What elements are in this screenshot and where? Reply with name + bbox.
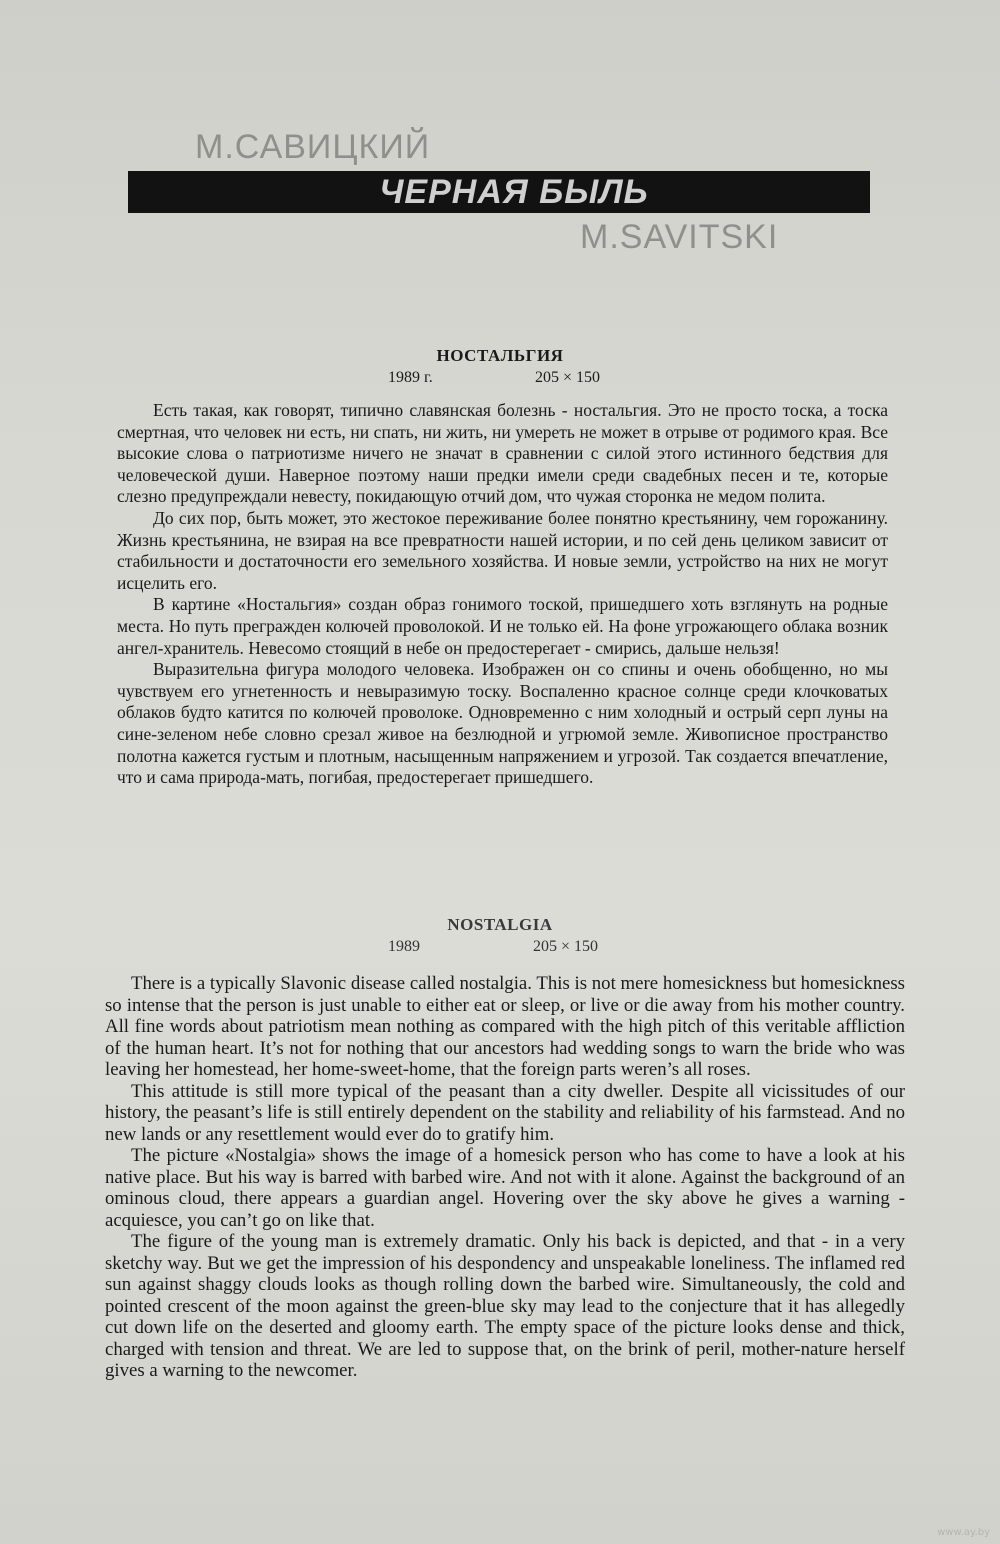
english-artwork-size: 205 × 150 xyxy=(533,938,599,955)
english-paragraph: There is a typically Slavonic disease called nostalgia. This is not mere homesickness but homesickness so intense that the person is just unable to either eat or sleep, or live or die away from his mother country. All fine words about patriotism mean nothing as compared with the high pitch of this veritable affliction of the human heart. It’s not for nothing that our ancestors had wedding songs to warn the bride who was leaving her homestead, her home-sweet-home, that the foreign parts weren’s all roses. xyxy=(105,973,905,1080)
title-banner xyxy=(128,171,870,213)
english-description xyxy=(105,973,905,1382)
author-name-english: M.SAVITSKI xyxy=(580,218,779,256)
english-paragraph: This attitude is still more typical of the peasant than a city dweller. Despite all vicissitudes of our history, the peasant’s life is still entirely dependent on the stability and reliability of his farmstead. And no new lands or any resettlement would ever do to gratify him. xyxy=(105,1080,905,1145)
russian-paragraph: Выразительна фигура молодого человека. Изображен он со спины и очень обобщенно, но мы чувствуем его угнетенность и невыразимую тоску. Воспаленно красное солнце среди клочковатых облаков будто катится по колючей проволоке. Одновременно с ним холодный и острый серп луны на сине-зеленом небе словно срезал живое на безлюдной и угрюмой земле. Живописное пространство полотна кажется густым и плотным, насыщенным напряжением и угрозой. Так создается впечатление, что и сама природа-мать, погибая, предостерегает пришедшего. xyxy=(117,659,888,788)
russian-paragraph: До сих пор, быть может, это жестокое переживание более понятно крестьянину, чем горожанину. Жизнь крестьянина, не взирая на все превратности нашей истории, и по сей день целиком зависит от стабильности и достаточности его земельного хозяйства. И новые земли, устройство на них не могут исцелить его. xyxy=(117,507,888,593)
russian-artwork-title: НОСТАЛЬГИЯ xyxy=(436,346,564,365)
english-artwork-year: 1989 xyxy=(388,938,420,955)
russian-paragraph: В картине «Ностальгия» создан образ гонимого тоской, пришедшего хоть взглянуть на родные места. Но путь прегражден колючей проволокой. И не только ей. На фоне угрожающего облака возник ангел-хранитель. Невесомо стоящий в небе он предостерегает - смирись, дальше нельзя! xyxy=(117,594,888,658)
author-name-russian: М.САВИЦКИЙ xyxy=(195,128,431,166)
english-paragraph: The picture «Nostalgia» shows the image of a homesick person who has come to have a look at his native place. But his way is barred with barbed wire. And not with it alone. Against the background of an ominous cloud, there appears a guardian angel. Hovering over the sky above he gives a warning - acquiesce, you can’t go on like that. xyxy=(105,1145,905,1231)
english-paragraph: The figure of the young man is extremely dramatic. Only his back is depicted, and that - in a very sketchy way. But we get the impression of his despondency and unspeakable loneliness. The inflamed red sun against shaggy clouds looks as though rolling down the barbed wire. Simultaneously, the cold and pointed crescent of the moon against the green-blue sky may lead to the conjecture that it has allegedly cut down life on the deserted and gloomy earth. The empty space of the picture looks dense and thick, charged with tension and threat. We are led to suppose that, on the brink of peril, mother-nature herself gives a warning to the newcomer. xyxy=(105,1231,905,1381)
russian-description xyxy=(117,400,888,789)
russian-artwork-size: 205 × 150 xyxy=(535,369,601,386)
site-watermark: www.ay.by xyxy=(937,1527,990,1538)
russian-paragraph: Есть такая, как говорят, типично славянская болезнь - ностальгия. Это не просто тоска, а тоска смертная, что человек ни есть, ни спать, ни жить, ни умереть не может в отрыве от родимого края. Все высокие слова о патриотизме ничего не значат в сравнении с силой этого истинного бедствия для человеческой души. Наверное поэтому наши предки имели среди свадебных песен и те, которые слезно предупреждали невесту, покидающую отчий дом, что чужая сторонка не медом полита. xyxy=(117,400,888,507)
book-title: ЧЕРНАЯ БЫЛЬ xyxy=(379,173,649,211)
russian-artwork-year: 1989 г. xyxy=(388,369,433,386)
english-artwork-title: NOSTALGIA xyxy=(447,915,553,934)
